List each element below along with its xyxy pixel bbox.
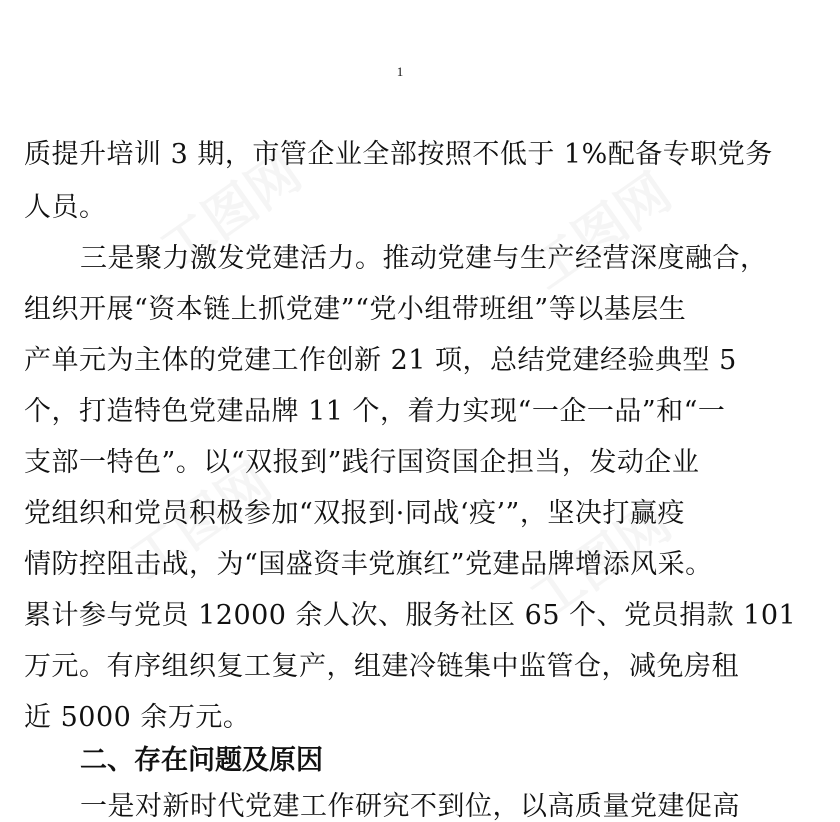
body-line-partial: 一是对新时代党建工作研究不到位，以高质量党建促高	[80, 791, 740, 822]
body-line: 近 5000 余万元。	[24, 702, 251, 733]
page-number: 1	[396, 64, 404, 79]
body-line: 个，打造特色党建品牌 11 个，着力实现“一企一品”和“一	[24, 396, 726, 427]
body-line: 人员。	[24, 192, 107, 223]
body-line: 三是聚力激发党建活力。推动党建与生产经营深度融合，	[80, 243, 768, 274]
body-line: 组织开展“资本链上抓党建”“党小组带班组”等以基层生	[24, 294, 687, 325]
body-line: 支部一特色”。以“双报到”践行国资国企担当，发动企业	[24, 447, 700, 478]
watermark: 工图网	[120, 452, 283, 592]
body-line: 产单元为主体的党建工作创新 21 项，总结党建经验典型 5	[24, 345, 737, 376]
body-line: 党组织和党员积极参加“双报到·同战‘疫’”，坚决打赢疫	[24, 498, 685, 529]
section-heading: 二、存在问题及原因	[80, 745, 323, 776]
watermark: 工图网	[520, 162, 683, 302]
body-line: 情防控阻击战，为“国盛资丰党旗红”党建品牌增添风采。	[24, 549, 713, 580]
body-line: 质提升培训 3 期，市管企业全部按照不低于 1%配备专职党务	[24, 139, 773, 170]
body-line: 万元。有序组织复工复产，组建冷链集中监管仓，减免房租	[24, 651, 739, 682]
watermark: 工图网	[520, 492, 683, 632]
watermark: 工图网	[150, 142, 313, 282]
body-line: 累计参与党员 12000 余人次、服务社区 65 个、党员捐款 101	[24, 600, 797, 631]
